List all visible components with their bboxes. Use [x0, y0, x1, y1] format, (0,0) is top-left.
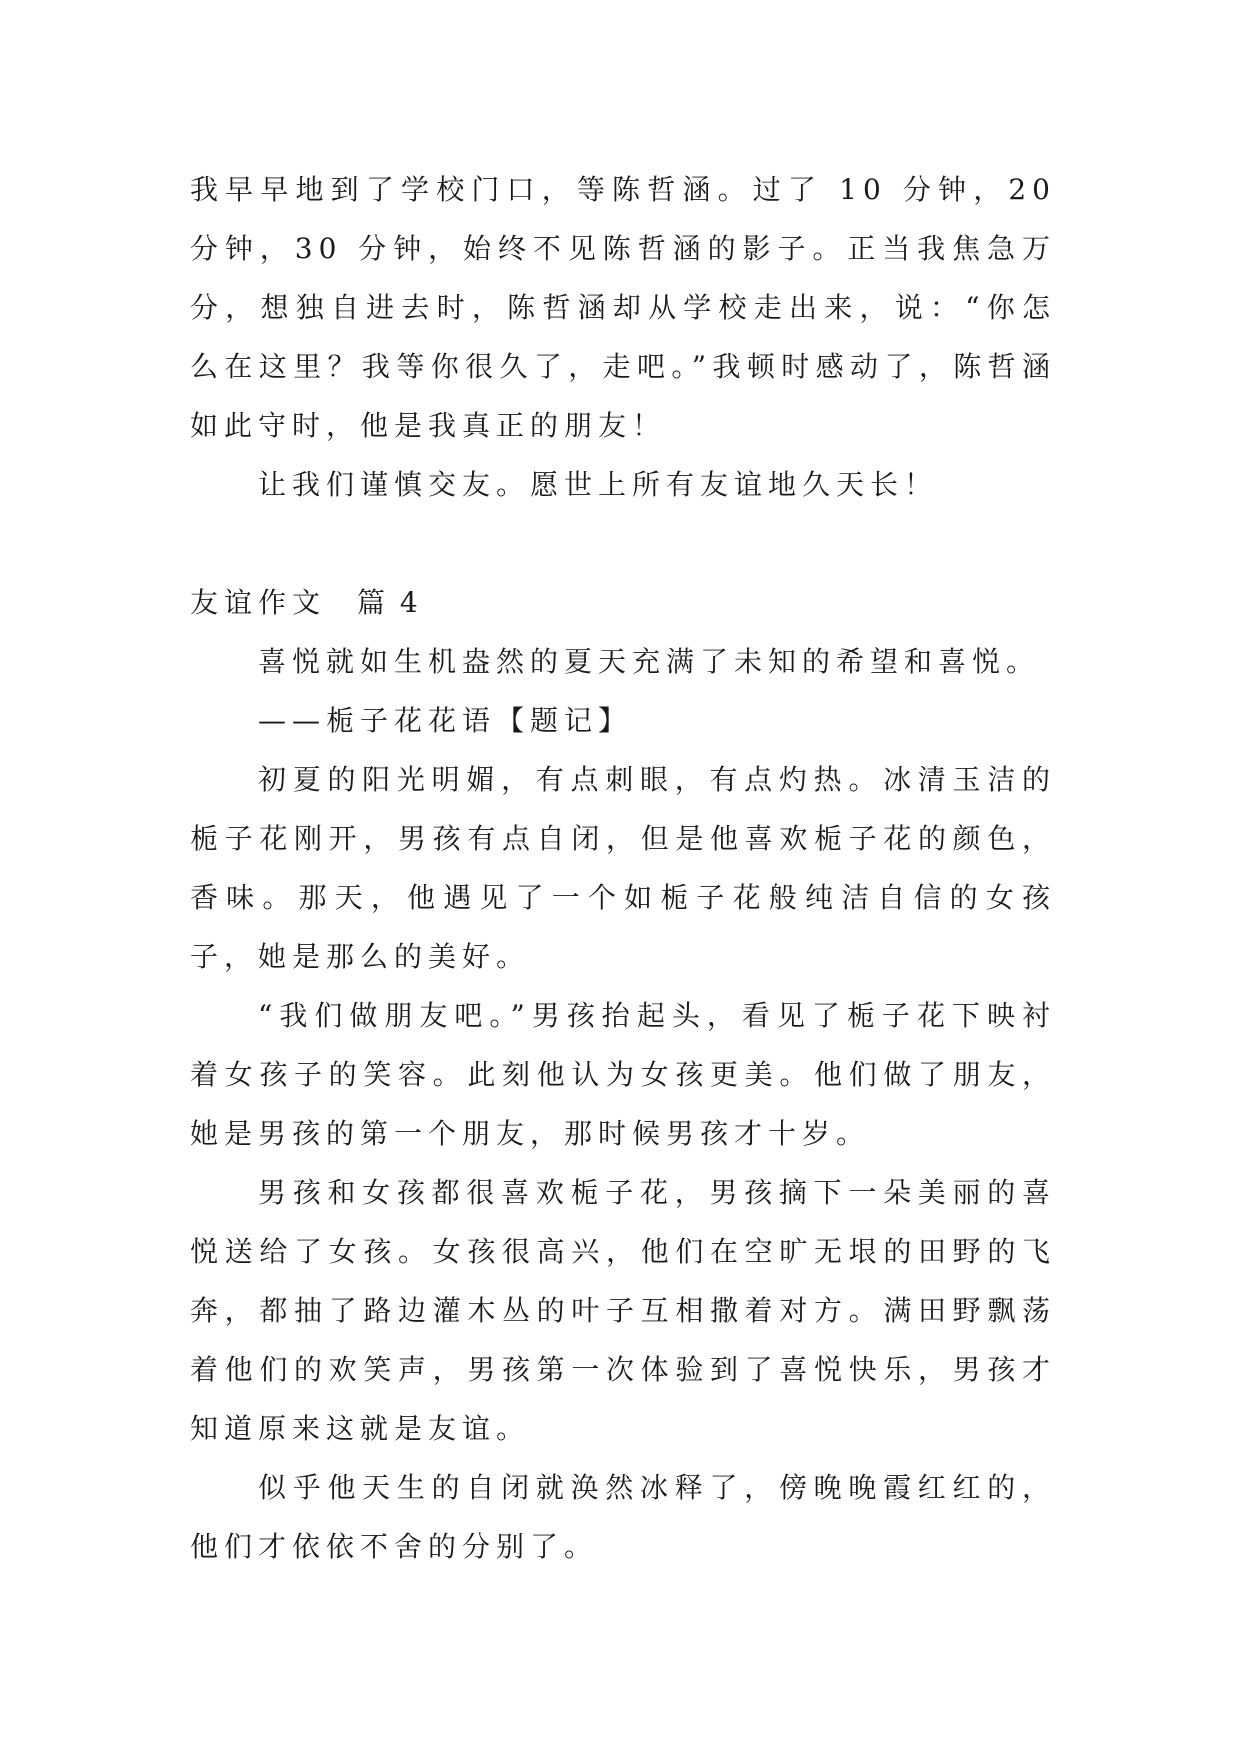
- document-body: [190, 160, 1056, 1576]
- paragraph-waiting-at-school: 我早早地到了学校门口，等陈哲涵。过了 10 分钟，20 分钟，30 分钟，始终不见陈哲涵的影子。正当我焦急万分，想独自进去时，陈哲涵却从学校走出来，说：“你怎么在这里？我等你很久了，走吧。”我顿时感动了，陈哲涵如此守时，他是我真正的朋友！: [190, 173, 1056, 442]
- section-title: 友谊作文: [190, 586, 327, 619]
- section-heading: [190, 573, 1056, 632]
- paragraph-epigraph: 喜悦就如生机盎然的夏天充满了未知的希望和喜悦。: [258, 645, 1041, 678]
- paragraph-parting: 似乎他天生的自闭就涣然冰释了，傍晚晚霞红红的，他们才依依不舍的分别了。: [190, 1471, 1056, 1563]
- paragraph-epigraph-source: ——栀子花花语【题记】: [258, 704, 633, 737]
- section-number: 篇 4: [357, 586, 421, 619]
- section-spacer: [190, 514, 1056, 573]
- paragraph-early-summer: 初夏的阳光明媚，有点刺眼，有点灼热。冰清玉洁的栀子花刚开，男孩有点自闭，但是他喜欢栀子花的颜色，香味。那天，他遇见了一个如栀子花般纯洁自信的女孩子，她是那么的美好。: [190, 763, 1056, 973]
- paragraph-closing-wish: 让我们谨慎交友。愿世上所有友谊地久天长！: [258, 468, 939, 501]
- paragraph-become-friends: “我们做朋友吧。”男孩抬起头，看见了栀子花下映衬着女孩子的笑容。此刻他认为女孩更美。他们做了朋友，她是男孩的第一个朋友，那时候男孩才十岁。: [190, 999, 1056, 1150]
- paragraph-gardenia-gift: 男孩和女孩都很喜欢栀子花，男孩摘下一朵美丽的喜悦送给了女孩。女孩很高兴，他们在空旷无垠的田野的飞奔，都抽了路边灌木丛的叶子互相撒着对方。满田野飘荡着他们的欢笑声，男孩第一次体验到了喜悦快乐，男孩才知道原来这就是友谊。: [190, 1176, 1056, 1445]
